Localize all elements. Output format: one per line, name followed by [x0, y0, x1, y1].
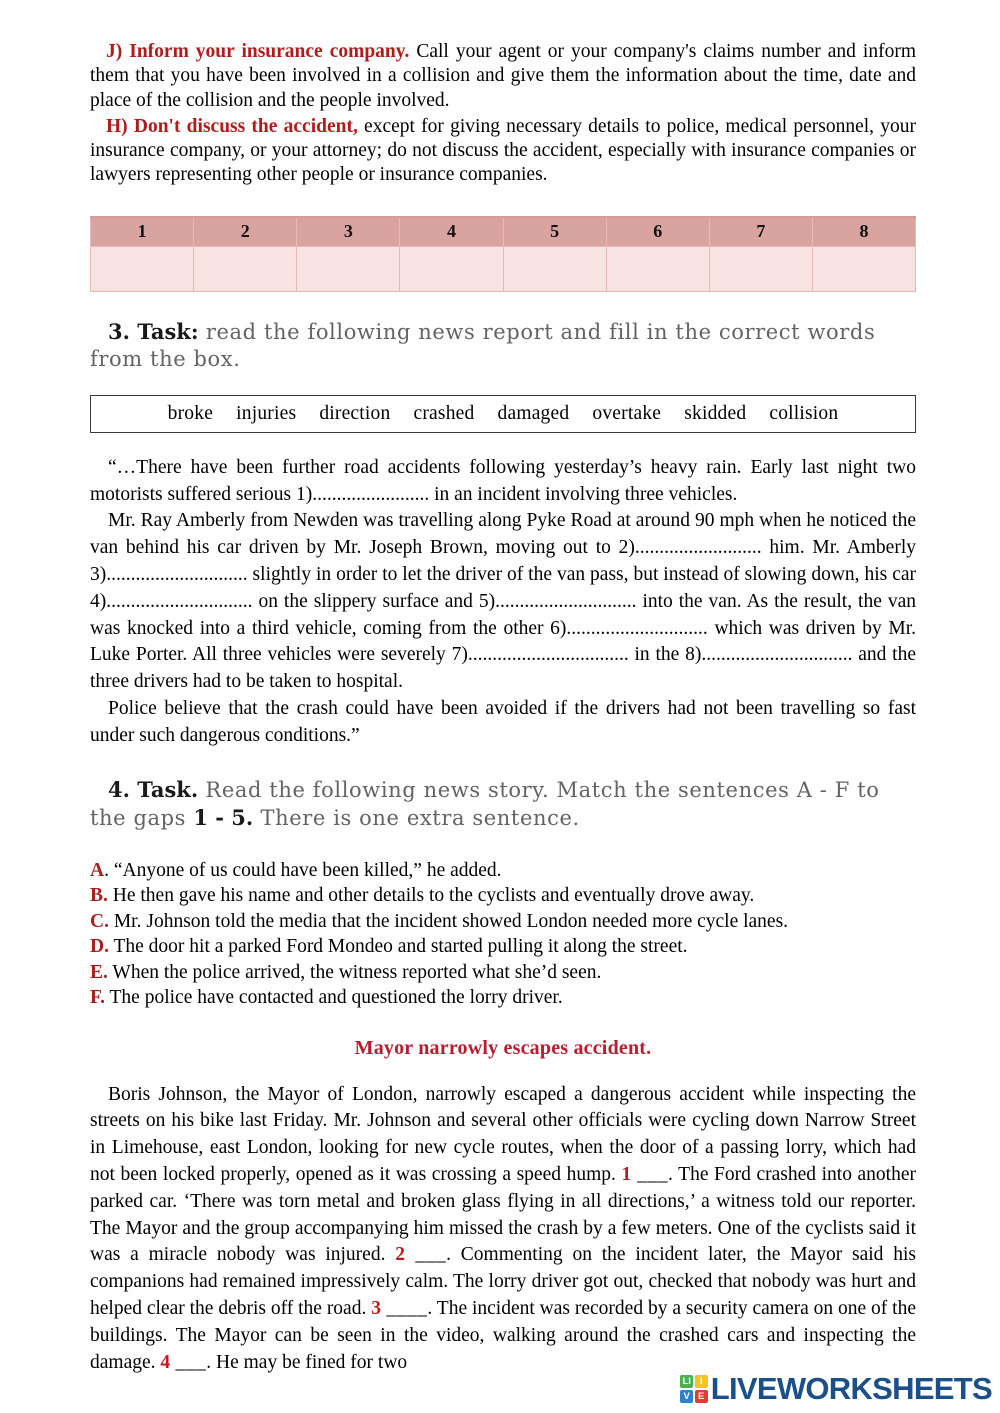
story-segment-5: . He may be fined for two: [206, 1351, 408, 1373]
answer-cell-5[interactable]: [503, 246, 606, 291]
story-gap-blank-4[interactable]: ___: [170, 1351, 207, 1373]
answer-table-header-5: 5: [503, 217, 606, 247]
sentence-letter-a: A: [90, 859, 105, 881]
word-bank-item-crashed[interactable]: crashed: [413, 402, 475, 424]
task-4-heading: [90, 776, 916, 832]
liveworksheets-brand-text: LIVEWORKSHEETS: [710, 1371, 992, 1406]
sentence-text-b: He then gave his name and other details to the cyclists and eventually drove away.: [107, 885, 755, 907]
answer-table-header-3: 3: [297, 217, 400, 247]
task-3-heading: [90, 318, 916, 373]
story-gap-blank-1[interactable]: ___: [631, 1163, 669, 1185]
answer-cell-2[interactable]: [194, 246, 297, 291]
task-3-number: 3. Task:: [108, 318, 199, 344]
intro-bold-lead-j: J) Inform your insurance company.: [106, 41, 410, 62]
liveworksheets-logo-icon: [680, 1375, 708, 1403]
sentence-text-c: Mr. Johnson told the media that the incident showed London needed more cycle lanes.: [108, 910, 789, 932]
story-segment-2: . The Ford crashed into another parked car. ‘There was torn metal and broken glass flying in all directions,’ a witness told our reporter. The Mayor and the group accompanying him missed the crash by a few meters. One of the cyclists said it was a miracle nobody was injured.: [90, 1163, 916, 1266]
answer-cell-1[interactable]: [91, 246, 194, 291]
task-4-instruction-line-2: There is one extra sentence.: [253, 805, 580, 830]
answer-table: [90, 216, 916, 292]
answer-cell-3[interactable]: [297, 246, 400, 291]
news-report-paragraph-1: “…There have been further road accidents following yesterday’s heavy rain. Early last night two motorists suffered serious 1)........................ in an incident involving three vehicles.: [90, 456, 916, 505]
answer-cell-7[interactable]: [709, 246, 812, 291]
answer-table-header-6: 6: [606, 217, 709, 247]
sentence-text-e: When the police arrived, the witness reported what she’d seen.: [107, 961, 602, 983]
intro-paragraph-h: [90, 115, 916, 188]
news-report-paragraph-2: Mr. Ray Amberly from Newden was travelling along Pyke Road at around 90 mph when he noticed the van behind his car driven by Mr. Joseph Brown, moving out to 2).......................... him. Mr. Amberly 3)............................. slightly in order to let the driver of the van pass, but instead of slowing down, his car 4).............................. on the slippery surface and 5)............................. into the van. As the result, the van was knocked into a third vehicle, coming from the other 6)............................. which was driven by Mr. Luke Porter. All three vehicles were severely 7)................................. in the 8)............................... and the three drivers had to be taken to hospital.: [90, 510, 916, 693]
story-title: Mayor narrowly escapes accident.: [354, 1036, 652, 1059]
story-gap-number-3: 3: [371, 1297, 381, 1319]
sentence-option-d[interactable]: [90, 934, 916, 960]
sentence-option-f[interactable]: [90, 985, 916, 1011]
word-bank-item-skidded[interactable]: skidded: [684, 402, 747, 424]
intro-body-h: except for giving necessary details to police, medical personnel, your insurance company, or your attorney; do not discuss the accident, especially with insurance companies or lawyers representing other people or insurance companies.: [90, 115, 917, 186]
story-segment-4: . The incident was recorded by a security camera on one of the buildings. The Mayor can be seen in the video, walking around the crashed cars and inspecting the damage.: [90, 1297, 916, 1373]
word-bank-item-damaged[interactable]: damaged: [497, 402, 570, 424]
story-segment-3: . Commenting on the incident later, the Mayor said his companions had remained impressively calm. The lorry driver got out, checked that nobody was hurt and helped clear the debris off the road.: [90, 1244, 917, 1319]
news-report-block: [90, 455, 916, 750]
story-paragraph: [90, 1082, 916, 1377]
word-bank-item-overtake[interactable]: overtake: [592, 402, 662, 424]
word-bank-item-injuries[interactable]: injuries: [236, 402, 297, 424]
logo-cell-e-icon: E: [695, 1390, 708, 1403]
sentence-text-f: The police have contacted and questioned the lorry driver.: [105, 987, 563, 1009]
answer-table-header-8: 8: [812, 217, 915, 247]
sentence-option-a[interactable]: [90, 858, 916, 884]
story-gap-number-1: 1: [621, 1163, 632, 1185]
logo-cell-li-icon: LI: [680, 1375, 693, 1388]
logo-cell-i-icon: I: [695, 1375, 708, 1388]
sentence-option-b[interactable]: [90, 883, 916, 909]
sentence-letter-d: D.: [90, 936, 109, 958]
news-report-paragraph-3: Police believe that the crash could have been avoided if the drivers had not been travelling so fast under such dangerous conditions.”: [90, 697, 916, 746]
task-4-instruction-line-1: Read the following news story. Match the sentences A - F to the gaps: [90, 777, 880, 830]
story-gap-number-2: 2: [395, 1244, 406, 1266]
sentence-letter-e: E.: [90, 961, 108, 983]
sentence-letter-c: C.: [90, 910, 109, 932]
word-bank-item-collision[interactable]: collision: [769, 402, 839, 424]
intro-body-j: Call your agent or your company's claims number and inform them that you have been involved in a collision and give them the information about the time, date and place of the collision and the people involved.: [90, 41, 916, 111]
answer-table-header-7: 7: [709, 217, 812, 247]
sentence-option-c[interactable]: [90, 909, 916, 935]
liveworksheets-logo[interactable]: [680, 1371, 992, 1407]
answer-cell-6[interactable]: [606, 246, 709, 291]
answer-cell-8[interactable]: [812, 246, 915, 291]
story-segment-1: Boris Johnson, the Mayor of London, narrowly escaped a dangerous accident while inspecting the streets on his bike last Friday. Mr. Johnson and several other officials were cycling down Narrow Street in Limehouse, east London, looking for new cycle routes, when the door of a passing lorry, which had not been locked properly, opened as it was crossing a speed hump.: [90, 1083, 916, 1185]
intro-paragraph-j: [90, 40, 916, 113]
answer-table-header-4: 4: [400, 217, 503, 247]
word-bank-item-broke[interactable]: broke: [167, 402, 214, 424]
task-4-gap-range: 1 - 5.: [193, 804, 254, 830]
answer-table-input-row: [91, 246, 916, 291]
answer-cell-4[interactable]: [400, 246, 503, 291]
sentence-letter-f: F.: [90, 987, 105, 1009]
sentence-options-list: [90, 858, 916, 1011]
answer-table-header-2: 2: [194, 217, 297, 247]
sentence-letter-b: B.: [90, 885, 108, 907]
sentence-text-a: “Anyone of us could have been killed,” he added.: [108, 859, 502, 881]
story-gap-blank-2[interactable]: ___: [405, 1244, 447, 1266]
intro-bold-lead-h: H) Don't discuss the accident,: [106, 115, 358, 137]
sentence-sep-a: .: [104, 859, 109, 881]
task-3-instruction: read the following news report and fill in the correct words from the box.: [90, 319, 876, 371]
answer-table-header-row: [91, 217, 916, 247]
word-bank-box: [90, 395, 916, 433]
story-gap-number-4: 4: [160, 1351, 171, 1373]
task-4-number: 4. Task.: [108, 776, 199, 802]
answer-table-header-1: 1: [91, 217, 194, 247]
sentence-option-e[interactable]: [90, 960, 916, 986]
word-bank-item-direction[interactable]: direction: [319, 402, 391, 424]
story-gap-blank-3[interactable]: ____: [380, 1297, 428, 1319]
logo-cell-v-icon: V: [680, 1390, 693, 1403]
sentence-text-d: The door hit a parked Ford Mondeo and started pulling it along the street.: [108, 936, 688, 958]
